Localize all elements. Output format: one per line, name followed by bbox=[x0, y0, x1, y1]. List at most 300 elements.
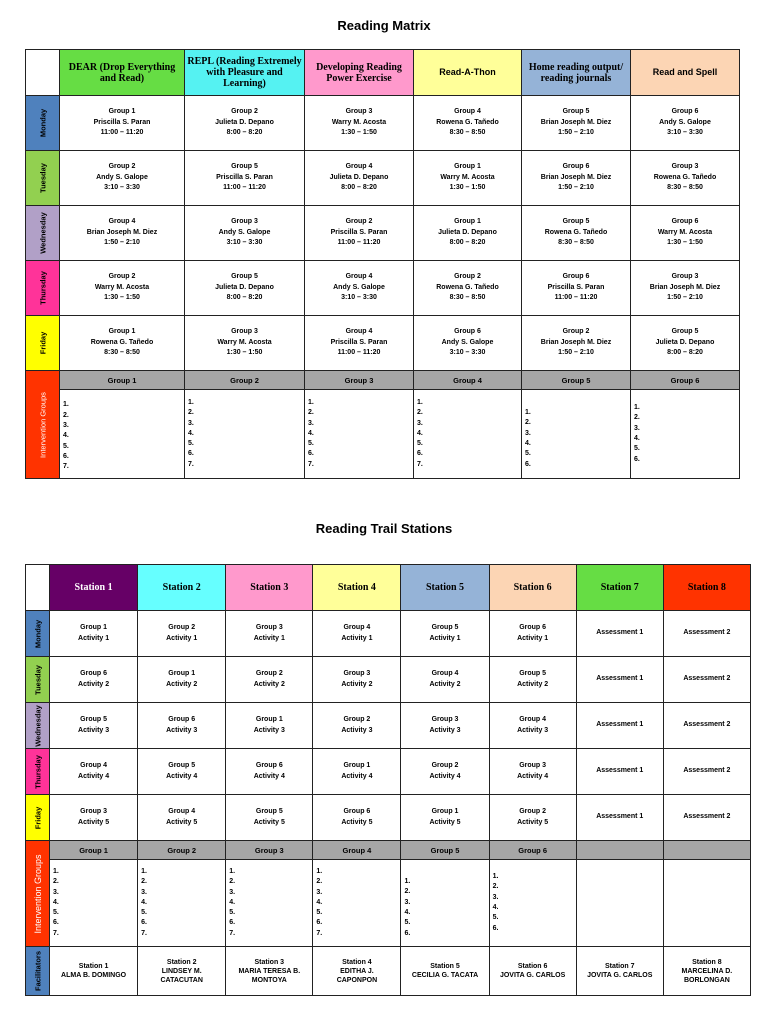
schedule-line: Rowena G. Tañedo bbox=[436, 118, 499, 126]
schedule-line: 11:00 – 11:20 bbox=[223, 184, 266, 192]
schedule-line: Group 1 bbox=[108, 108, 136, 116]
intervention-member-slot[interactable]: 3. bbox=[308, 419, 314, 427]
intervention-member-slot[interactable]: 5. bbox=[53, 909, 59, 917]
day-label-text: Friday bbox=[33, 806, 43, 829]
intervention-member-slot[interactable]: 2. bbox=[308, 409, 314, 417]
facilitators-label bbox=[26, 947, 50, 996]
schedule-line: Activity 1 bbox=[166, 634, 198, 642]
schedule-line: Warry M. Acosta bbox=[94, 283, 150, 291]
facilitator-line: Station 6 bbox=[517, 963, 548, 970]
intervention-member-slot[interactable]: 1. bbox=[308, 398, 314, 406]
intervention-member-slot[interactable]: 5. bbox=[492, 914, 499, 922]
schedule-line: 8:30 – 8:50 bbox=[449, 129, 486, 137]
intervention-list-wrapper bbox=[53, 867, 137, 939]
intervention-member-slot[interactable]: 7. bbox=[316, 929, 323, 937]
intervention-member-slot[interactable]: 7. bbox=[53, 929, 59, 937]
schedule-line: Activity 2 bbox=[253, 680, 285, 688]
schedule-line: Assessment 2 bbox=[683, 767, 731, 775]
schedule-line: Activity 3 bbox=[253, 726, 285, 734]
facilitator-line: Station 4 bbox=[342, 958, 372, 966]
intervention-member-slot[interactable]: 2. bbox=[634, 414, 640, 422]
intervention-member-slot[interactable]: 1. bbox=[316, 867, 323, 875]
schedule-line: 8:00 – 8:20 bbox=[226, 294, 263, 302]
schedule-line: Group 5 bbox=[562, 108, 590, 116]
intervention-member-slot[interactable]: 2. bbox=[141, 878, 147, 886]
intervention-member-slot[interactable]: 6. bbox=[316, 919, 323, 927]
schedule-line: Activity 4 bbox=[341, 772, 373, 780]
schedule-line: Group 6 bbox=[168, 716, 196, 723]
intervention-member-slot[interactable]: 1. bbox=[53, 867, 59, 875]
schedule-line: Andy S. Galope bbox=[333, 283, 385, 291]
corner-cell bbox=[26, 50, 60, 96]
schedule-line: 8:00 – 8:20 bbox=[667, 349, 703, 357]
intervention-list-wrapper bbox=[634, 403, 739, 465]
day-label-friday bbox=[26, 316, 60, 371]
schedule-line: Rowena G. Tañedo bbox=[90, 338, 154, 346]
station-schedule-cell bbox=[663, 657, 750, 703]
schedule-line: 8:30 – 8:50 bbox=[449, 294, 486, 302]
station-schedule-cell bbox=[313, 703, 401, 749]
intervention-member-slot[interactable]: 7. bbox=[188, 460, 194, 468]
intervention-member-slot[interactable]: 4. bbox=[492, 904, 499, 911]
intervention-member-slot[interactable]: 3. bbox=[53, 888, 59, 896]
schedule-line: Group 6 bbox=[343, 808, 371, 815]
schedule-cell bbox=[631, 261, 740, 316]
station-schedule-cell bbox=[663, 703, 750, 749]
schedule-line: Group 3 bbox=[671, 273, 699, 281]
station-header: Station 8 bbox=[663, 565, 750, 611]
intervention-member-slot[interactable]: 3. bbox=[417, 419, 423, 427]
station-schedule-cell bbox=[226, 795, 313, 841]
schedule-line: Group 2 bbox=[345, 218, 373, 226]
intervention-member-slot[interactable]: 2. bbox=[492, 883, 499, 891]
schedule-line: Priscilla S. Paran bbox=[216, 173, 273, 181]
intervention-member-slot[interactable]: 5. bbox=[229, 909, 236, 917]
day-label-text: Monday bbox=[38, 108, 47, 138]
schedule-line: Group 4 bbox=[108, 218, 136, 226]
station-header: Station 1 bbox=[50, 565, 138, 611]
schedule-line: Group 5 bbox=[80, 716, 107, 723]
intervention-member-slot[interactable]: 3. bbox=[141, 888, 147, 896]
schedule-line: 11:00 – 11:20 bbox=[337, 349, 381, 357]
station-schedule-cell bbox=[489, 749, 576, 795]
facilitator-cell bbox=[50, 947, 138, 996]
intervention-member-slot[interactable]: 4. bbox=[316, 898, 323, 906]
station-header: Station 3 bbox=[226, 565, 313, 611]
schedule-cell bbox=[305, 316, 414, 371]
day-label-monday bbox=[26, 96, 60, 151]
schedule-line: 1:30 – 1:50 bbox=[667, 239, 703, 247]
schedule-line: Group 3 bbox=[255, 624, 283, 631]
facilitator-cell bbox=[663, 947, 750, 996]
schedule-line: 1:30 – 1:50 bbox=[226, 349, 263, 357]
intervention-group-header: Group 1 bbox=[60, 371, 185, 390]
intervention-list-wrapper bbox=[188, 398, 304, 470]
facilitator-line: Station 7 bbox=[604, 963, 635, 970]
schedule-line: Group 1 bbox=[80, 624, 107, 631]
intervention-groups-text: Intervention Groups bbox=[32, 853, 43, 934]
schedule-line: 3:10 – 3:30 bbox=[226, 239, 263, 247]
schedule-line: 8:30 – 8:50 bbox=[104, 349, 140, 357]
facilitator-line: EDITHA J. bbox=[340, 967, 374, 975]
intervention-member-slot[interactable]: 2. bbox=[53, 878, 59, 886]
facilitator-line: Station 5 bbox=[430, 963, 460, 970]
intervention-member-slot[interactable]: 2. bbox=[525, 419, 531, 427]
schedule-line: Group 2 bbox=[108, 273, 136, 281]
intervention-member-slot[interactable]: 4. bbox=[188, 429, 194, 437]
schedule-line: Julieta D. Depano bbox=[329, 173, 389, 181]
schedule-line: Activity 1 bbox=[341, 634, 373, 642]
schedule-cell bbox=[305, 206, 414, 261]
intervention-member-slot[interactable]: 5. bbox=[63, 442, 69, 450]
day-label-text: Wednesday bbox=[33, 704, 43, 747]
intervention-member-slot[interactable]: 4. bbox=[525, 440, 531, 447]
schedule-line: Priscilla S. Paran bbox=[93, 118, 151, 126]
station-schedule-cell bbox=[313, 657, 401, 703]
intervention-member-slot[interactable]: 6. bbox=[417, 450, 423, 458]
intervention-member-list bbox=[138, 860, 226, 947]
intervention-member-slot[interactable]: 3. bbox=[492, 893, 499, 901]
intervention-group-header: Group 4 bbox=[313, 841, 401, 860]
intervention-list-wrapper bbox=[141, 867, 225, 939]
station-schedule-cell bbox=[313, 795, 401, 841]
intervention-member-slot[interactable]: 1. bbox=[492, 873, 499, 881]
intervention-group-header: Group 5 bbox=[522, 371, 631, 390]
schedule-line: Activity 5 bbox=[517, 818, 549, 826]
schedule-line: Activity 4 bbox=[78, 772, 110, 780]
schedule-line: Group 2 bbox=[519, 808, 547, 815]
station-schedule-cell bbox=[489, 611, 576, 657]
schedule-cell bbox=[60, 96, 185, 151]
intervention-member-slot[interactable]: 2. bbox=[316, 878, 323, 886]
facilitators-text: Facilitators bbox=[33, 950, 43, 992]
facilitator-line: Station 8 bbox=[692, 958, 722, 966]
schedule-line: Assessment 2 bbox=[683, 813, 731, 821]
facilitator-line: MARCELINA D. bbox=[681, 967, 733, 975]
intervention-member-list bbox=[226, 860, 313, 947]
matrix-column-header: DEAR (Drop Everything and Read) bbox=[60, 50, 185, 96]
intervention-member-slot[interactable]: 5. bbox=[316, 909, 323, 917]
day-label-text: Monday bbox=[33, 619, 43, 648]
schedule-line: Group 5 bbox=[519, 670, 547, 677]
schedule-line: 1:50 – 2:10 bbox=[558, 129, 594, 137]
intervention-member-slot[interactable]: 1. bbox=[525, 409, 531, 417]
schedule-line: Group 6 bbox=[519, 624, 547, 631]
schedule-line: Group 1 bbox=[454, 218, 481, 226]
day-label-tuesday bbox=[26, 151, 60, 206]
intervention-member-slot[interactable]: 3. bbox=[63, 422, 69, 430]
intervention-member-slot[interactable]: 6. bbox=[525, 460, 531, 468]
schedule-cell bbox=[185, 96, 305, 151]
schedule-line: Group 1 bbox=[431, 808, 459, 815]
facilitator-cell bbox=[313, 947, 401, 996]
schedule-line: Group 6 bbox=[671, 108, 699, 116]
schedule-line: Group 3 bbox=[80, 808, 107, 815]
intervention-member-slot[interactable]: 6. bbox=[229, 919, 236, 927]
intervention-member-slot[interactable]: 4. bbox=[417, 429, 423, 437]
intervention-member-slot[interactable]: 6. bbox=[492, 924, 499, 932]
schedule-cell bbox=[522, 96, 631, 151]
matrix-column-header: REPL (Reading Extremely with Pleasure and Learning) bbox=[185, 50, 305, 96]
day-label-text: Thursday bbox=[38, 271, 47, 305]
station-schedule-cell bbox=[226, 703, 313, 749]
schedule-line: Activity 2 bbox=[517, 680, 549, 688]
schedule-line: Assessment 1 bbox=[596, 675, 644, 683]
intervention-member-slot[interactable]: 1. bbox=[417, 398, 423, 406]
schedule-cell bbox=[60, 206, 185, 261]
intervention-member-slot[interactable]: 6. bbox=[53, 919, 59, 927]
intervention-member-list bbox=[313, 860, 401, 947]
intervention-member-list bbox=[60, 390, 185, 479]
station-schedule-cell bbox=[226, 611, 313, 657]
intervention-member-slot[interactable]: 5. bbox=[417, 440, 423, 448]
schedule-cell bbox=[631, 206, 740, 261]
intervention-member-slot[interactable]: 2. bbox=[404, 888, 411, 896]
intervention-list-wrapper bbox=[404, 867, 488, 939]
schedule-line: Group 2 bbox=[231, 108, 258, 116]
intervention-member-slot[interactable]: 6. bbox=[404, 929, 411, 937]
schedule-line: Group 4 bbox=[345, 328, 373, 336]
intervention-group-header: Group 1 bbox=[50, 841, 138, 860]
schedule-line: Brian Joseph M. Diez bbox=[649, 283, 721, 291]
station-schedule-cell bbox=[489, 703, 576, 749]
facilitator-line: CECILIA G. TACATA bbox=[411, 972, 479, 979]
facilitator-line: Station 1 bbox=[78, 963, 109, 970]
schedule-line: Group 6 bbox=[255, 762, 283, 769]
schedule-line: 8:00 – 8:20 bbox=[449, 239, 486, 247]
schedule-line: Group 6 bbox=[671, 218, 699, 226]
intervention-member-slot[interactable]: 3. bbox=[229, 888, 236, 896]
intervention-member-slot[interactable]: 1. bbox=[404, 878, 411, 886]
intervention-member-slot[interactable]: 6. bbox=[308, 450, 314, 458]
facilitator-cell bbox=[489, 947, 576, 996]
schedule-line: Activity 2 bbox=[429, 680, 461, 688]
schedule-line: Andy S. Galope bbox=[659, 118, 711, 126]
schedule-line: Group 2 bbox=[343, 716, 371, 723]
station-schedule-cell bbox=[138, 657, 226, 703]
schedule-line: Activity 1 bbox=[517, 634, 549, 642]
schedule-line: Brian Joseph M. Diez bbox=[86, 228, 158, 236]
station-schedule-cell bbox=[138, 611, 226, 657]
intervention-member-slot[interactable]: 6. bbox=[188, 450, 194, 458]
intervention-member-list bbox=[489, 860, 576, 947]
station-schedule-cell bbox=[401, 657, 489, 703]
schedule-cell bbox=[185, 151, 305, 206]
schedule-line: Activity 5 bbox=[341, 818, 373, 826]
schedule-line: Group 1 bbox=[108, 328, 136, 336]
schedule-line: Group 3 bbox=[343, 670, 371, 677]
facilitator-line: JOVITA G. CARLOS bbox=[587, 972, 653, 979]
intervention-member-slot[interactable]: 3. bbox=[316, 888, 323, 896]
schedule-line: Group 4 bbox=[345, 163, 373, 171]
schedule-line: Brian Joseph M. Diez bbox=[540, 118, 612, 126]
schedule-cell bbox=[522, 206, 631, 261]
schedule-line: Group 6 bbox=[454, 328, 481, 336]
schedule-line: Warry M. Acosta bbox=[331, 118, 387, 126]
schedule-line: 11:00 – 11:20 bbox=[554, 294, 598, 302]
intervention-group-header: Group 5 bbox=[401, 841, 489, 860]
intervention-member-slot[interactable]: 4. bbox=[63, 432, 69, 440]
intervention-list-wrapper bbox=[316, 867, 400, 939]
schedule-line: Activity 3 bbox=[341, 726, 373, 734]
intervention-member-slot[interactable]: 5. bbox=[525, 450, 531, 458]
intervention-group-header: Group 4 bbox=[414, 371, 522, 390]
intervention-member-slot[interactable]: 5. bbox=[188, 440, 194, 448]
intervention-member-slot[interactable]: 2. bbox=[229, 878, 236, 886]
intervention-member-slot[interactable]: 7. bbox=[63, 463, 69, 471]
intervention-member-slot[interactable]: 4. bbox=[308, 429, 314, 437]
station-schedule-cell bbox=[401, 795, 489, 841]
day-label-monday bbox=[26, 611, 50, 657]
schedule-cell bbox=[414, 151, 522, 206]
intervention-member-list bbox=[401, 860, 489, 947]
schedule-cell bbox=[60, 316, 185, 371]
station-header: Station 4 bbox=[313, 565, 401, 611]
schedule-line: Group 4 bbox=[454, 108, 481, 116]
schedule-line: Assessment 1 bbox=[596, 813, 644, 821]
schedule-line: 3:10 – 3:30 bbox=[449, 349, 486, 357]
schedule-line: Activity 5 bbox=[253, 818, 285, 826]
intervention-member-slot[interactable]: 1. bbox=[141, 867, 147, 875]
schedule-line: 1:50 – 2:10 bbox=[558, 349, 594, 357]
station-header: Station 2 bbox=[138, 565, 226, 611]
day-label-text: Tuesday bbox=[38, 163, 47, 193]
intervention-group-header: Group 3 bbox=[226, 841, 313, 860]
schedule-cell bbox=[414, 96, 522, 151]
schedule-line: Group 4 bbox=[80, 762, 107, 769]
schedule-cell bbox=[305, 96, 414, 151]
schedule-line: 3:10 – 3:30 bbox=[341, 294, 377, 302]
schedule-line: Andy S. Galope bbox=[441, 338, 494, 346]
station-header: Station 7 bbox=[576, 565, 663, 611]
schedule-line: Activity 3 bbox=[517, 726, 549, 734]
intervention-member-slot[interactable]: 4. bbox=[404, 909, 411, 916]
station-schedule-cell bbox=[226, 657, 313, 703]
schedule-line: 8:30 – 8:50 bbox=[667, 184, 703, 192]
schedule-line: 1:50 – 2:10 bbox=[104, 239, 140, 247]
intervention-group-header: Group 2 bbox=[185, 371, 305, 390]
station-schedule-cell bbox=[489, 795, 576, 841]
schedule-cell bbox=[305, 261, 414, 316]
schedule-cell bbox=[631, 316, 740, 371]
station-schedule-cell bbox=[313, 611, 401, 657]
station-schedule-cell bbox=[576, 611, 663, 657]
schedule-line: Priscilla S. Paran bbox=[330, 338, 388, 346]
intervention-member-slot[interactable]: 1. bbox=[188, 398, 194, 406]
intervention-member-slot[interactable]: 5. bbox=[404, 919, 411, 927]
schedule-line: Group 4 bbox=[345, 273, 373, 281]
intervention-member-slot[interactable]: 3. bbox=[188, 419, 194, 427]
intervention-member-slot[interactable]: 5. bbox=[634, 445, 640, 453]
schedule-line: Group 3 bbox=[231, 328, 258, 336]
station-header: Station 5 bbox=[401, 565, 489, 611]
intervention-member-slot[interactable]: 3. bbox=[404, 898, 411, 906]
intervention-member-slot[interactable]: 3. bbox=[525, 429, 531, 437]
intervention-member-slot[interactable]: 4. bbox=[634, 435, 640, 442]
intervention-member-slot[interactable]: 2. bbox=[417, 409, 423, 417]
intervention-member-slot[interactable]: 6. bbox=[141, 919, 147, 927]
schedule-line: Julieta D. Depano bbox=[655, 338, 715, 346]
facilitator-line: Station 2 bbox=[166, 958, 197, 966]
matrix-column-header: Read-A-Thon bbox=[414, 50, 522, 96]
matrix-column-header: Home reading output/ reading journals bbox=[522, 50, 631, 96]
station-schedule-cell bbox=[226, 749, 313, 795]
schedule-line: Group 5 bbox=[231, 163, 258, 171]
intervention-member-list bbox=[663, 860, 750, 947]
facilitator-cell bbox=[576, 947, 663, 996]
schedule-line: Group 5 bbox=[231, 273, 258, 281]
intervention-member-slot[interactable]: 4. bbox=[141, 898, 147, 906]
schedule-line: Group 6 bbox=[562, 163, 590, 171]
schedule-line: Group 4 bbox=[519, 716, 547, 723]
intervention-member-slot[interactable]: 5. bbox=[141, 909, 147, 917]
reading-matrix-title: Reading Matrix bbox=[337, 18, 431, 33]
intervention-member-slot[interactable]: 2. bbox=[63, 411, 69, 419]
matrix-column-header: Developing Reading Power Exercise bbox=[305, 50, 414, 96]
schedule-line: Assessment 2 bbox=[683, 675, 731, 683]
intervention-member-slot[interactable]: 7. bbox=[141, 929, 147, 937]
schedule-line: Activity 1 bbox=[429, 634, 461, 642]
schedule-line: Group 3 bbox=[231, 218, 258, 226]
station-schedule-cell bbox=[401, 749, 489, 795]
intervention-member-list bbox=[414, 390, 522, 479]
intervention-list-wrapper bbox=[493, 872, 576, 934]
station-schedule-cell bbox=[576, 657, 663, 703]
facilitator-line: MONTOYA bbox=[251, 976, 287, 984]
station-schedule-cell bbox=[50, 795, 138, 841]
schedule-cell bbox=[414, 261, 522, 316]
intervention-member-list bbox=[185, 390, 305, 479]
intervention-member-list bbox=[305, 390, 414, 479]
day-label-text: Tuesday bbox=[33, 664, 43, 695]
schedule-cell bbox=[60, 261, 185, 316]
intervention-member-slot[interactable]: 4. bbox=[229, 898, 236, 906]
schedule-line: Activity 1 bbox=[78, 634, 110, 642]
day-label-tuesday bbox=[26, 657, 50, 703]
schedule-line: Activity 1 bbox=[253, 634, 285, 642]
intervention-member-slot[interactable]: 1. bbox=[634, 404, 640, 412]
intervention-member-slot[interactable]: 3. bbox=[634, 424, 640, 432]
intervention-member-slot[interactable]: 6. bbox=[634, 455, 640, 463]
intervention-member-slot[interactable]: 1. bbox=[63, 401, 69, 409]
intervention-member-slot[interactable]: 7. bbox=[229, 929, 236, 937]
intervention-member-slot[interactable]: 1. bbox=[229, 867, 236, 875]
intervention-member-list bbox=[522, 390, 631, 479]
intervention-member-slot[interactable]: 4. bbox=[53, 898, 59, 906]
station-schedule-cell bbox=[576, 749, 663, 795]
schedule-line: Activity 4 bbox=[253, 772, 285, 780]
intervention-member-slot[interactable]: 6. bbox=[63, 452, 69, 460]
intervention-member-slot[interactable]: 2. bbox=[188, 409, 194, 417]
schedule-line: Group 5 bbox=[562, 218, 590, 226]
station-schedule-cell bbox=[489, 657, 576, 703]
intervention-member-slot[interactable]: 7. bbox=[417, 460, 423, 468]
station-schedule-cell bbox=[50, 749, 138, 795]
day-label-wednesday bbox=[26, 206, 60, 261]
schedule-cell bbox=[631, 96, 740, 151]
schedule-cell bbox=[305, 151, 414, 206]
schedule-line: Group 2 bbox=[562, 328, 590, 336]
facilitator-line: BORLONGAN bbox=[683, 976, 730, 984]
schedule-cell bbox=[522, 261, 631, 316]
intervention-member-slot[interactable]: 5. bbox=[308, 440, 314, 448]
schedule-cell bbox=[414, 206, 522, 261]
schedule-line: Activity 3 bbox=[166, 726, 198, 734]
schedule-line: Group 2 bbox=[431, 762, 459, 769]
intervention-member-slot[interactable]: 7. bbox=[308, 460, 314, 468]
day-label-thursday bbox=[26, 749, 50, 795]
schedule-line: Group 5 bbox=[168, 762, 196, 769]
